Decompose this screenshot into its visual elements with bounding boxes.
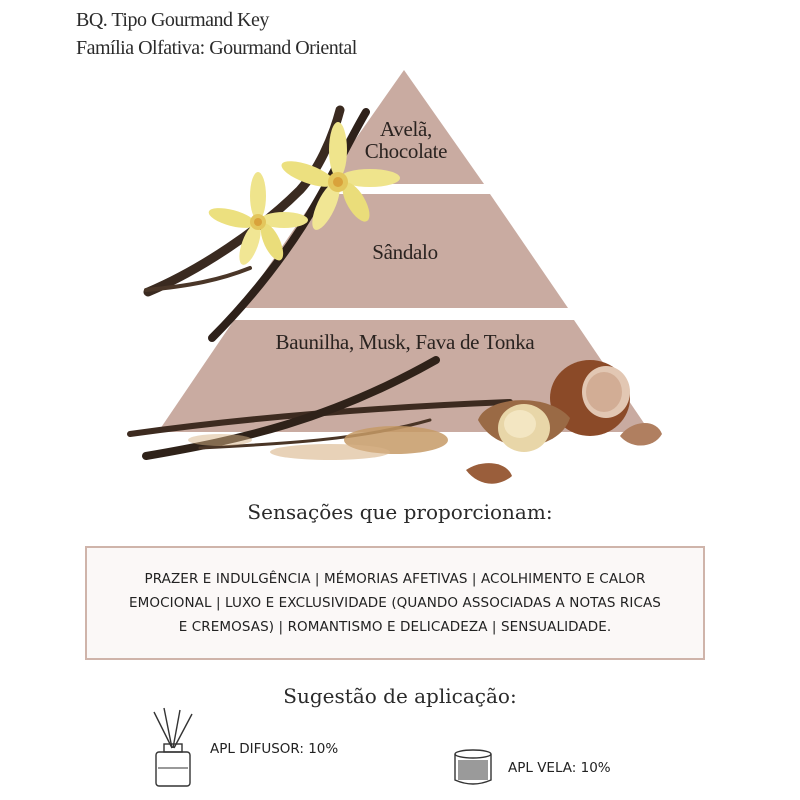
candle-label: APL VELA: 10% [508, 760, 611, 776]
sensations-line: EMOCIONAL | LUXO E EXCLUSIVIDADE (QUANDO ASSOCIADAS A NOTAS RICAS [129, 595, 661, 611]
olfactory-family: Família Olfativa: Gourmand Oriental [76, 37, 357, 59]
sensations-title: Sensações que proporcionam: [247, 500, 553, 524]
sensations-line: E CREMOSAS) | ROMANTISMO E DELICADEZA | SENSUALIDADE. [178, 619, 612, 635]
top-note-line-2: Chocolate [364, 139, 448, 163]
sensations-box [85, 546, 705, 660]
top-notes-label [344, 118, 468, 162]
product-name: BQ. Tipo Gourmand Key [76, 9, 269, 31]
application-title: Sugestão de aplicação: [283, 684, 517, 708]
base-notes-label: Baunilha, Musk, Fava de Tonka [275, 330, 535, 354]
reed-diffuser-icon [150, 706, 196, 792]
top-note-line-1: Avelã, [379, 117, 433, 141]
diffuser-label: APL DIFUSOR: 10% [210, 741, 339, 757]
candle-application [452, 748, 611, 788]
sensations-text [129, 567, 661, 639]
candle-icon [452, 748, 494, 788]
diffuser-application [150, 706, 338, 792]
middle-notes-label: Sândalo [372, 240, 438, 264]
sensations-line: PRAZER E INDULGÊNCIA | MÉMORIAS AFETIVAS | ACOLHIMENTO E CALOR [144, 571, 646, 587]
